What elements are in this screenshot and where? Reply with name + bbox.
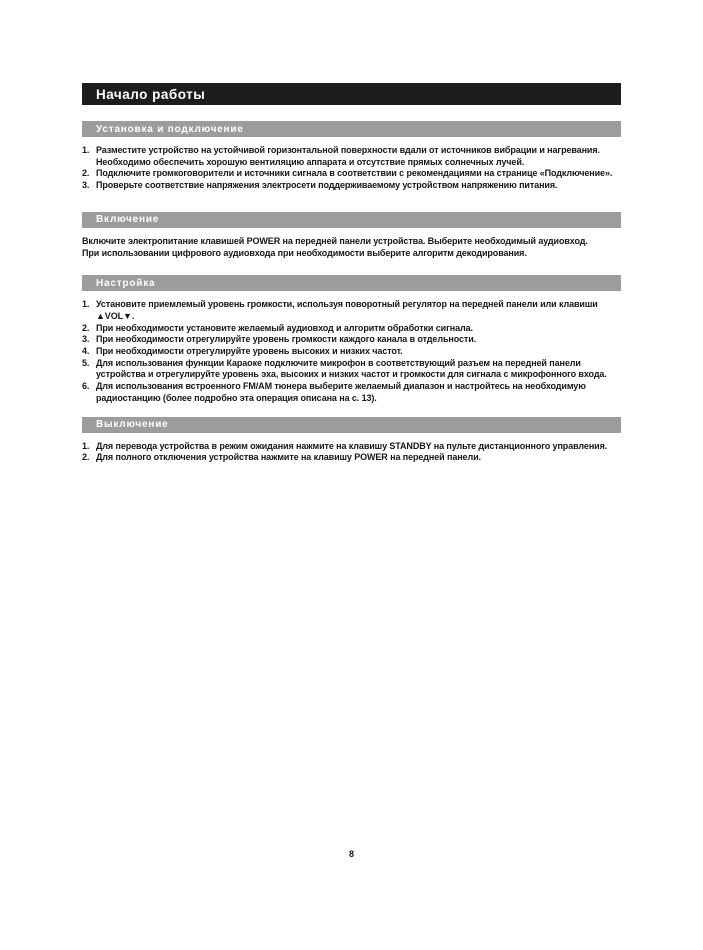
section-header-power-off	[82, 417, 621, 433]
list-item	[82, 358, 621, 381]
item-number: 3.	[82, 334, 90, 345]
item-number: 6.	[82, 381, 90, 392]
chapter-header-bar	[82, 83, 621, 105]
section-body	[82, 441, 621, 464]
item-text: Подключите громкоговорители и источники сигнала в соответствии с рекомендациями на странице «Подключение».	[96, 168, 613, 179]
list-item	[82, 299, 621, 322]
list-item	[82, 145, 621, 168]
section-power-on	[82, 212, 621, 259]
section-power-off	[82, 417, 621, 464]
section-title: Включение	[96, 214, 160, 226]
paragraph-line: Включите электропитание клавишей POWER на передней панели устройства. Выберите необходимый аудиовход.	[82, 235, 588, 246]
item-number: 5.	[82, 357, 90, 368]
item-text: Для полного отключения устройства нажмите на клавишу POWER на передней панели.	[96, 452, 481, 463]
item-text: При необходимости отрегулируйте уровень высоких и низких частот.	[96, 346, 403, 357]
item-text: При необходимости установите желаемый аудиовход и алгоритм обработки сигнала.	[96, 322, 473, 333]
list-item	[82, 168, 621, 180]
list-item	[82, 180, 621, 192]
item-text: Для использования встроенного FM/AM тюнера выберите желаемый диапазон и настройтесь на необходимую радиостанцию (более подробно эта операция описана на с. 13).	[96, 381, 586, 403]
item-number: 3.	[82, 180, 90, 191]
page-number: 8	[348, 849, 354, 859]
page-content	[82, 83, 621, 464]
item-number: 1.	[82, 440, 90, 451]
item-text: Для использования функции Караоке подключите микрофон в соответствующий разъем на передней панели устройства и отрегулируйте уровень эха, высоких и низких частот и громкости для сигнала с микрофонного входа.	[96, 357, 607, 380]
list-item	[82, 441, 621, 453]
item-number: 2.	[82, 452, 90, 463]
item-number: 2.	[82, 168, 90, 179]
section-body	[82, 299, 621, 404]
item-number: 4.	[82, 346, 90, 357]
list-item	[82, 346, 621, 358]
section-adjustment	[82, 275, 621, 404]
list-item	[82, 381, 621, 404]
list-item	[82, 334, 621, 346]
section-title: Настройка	[96, 277, 156, 289]
section-body	[82, 236, 621, 259]
chapter-title: Начало работы	[96, 86, 206, 102]
section-header-power-on	[82, 212, 621, 228]
item-text: При необходимости отрегулируйте уровень громкости каждого канала в отдельности.	[96, 334, 477, 345]
item-text: Установите приемлемый уровень громкости, используя поворотный регулятор на передней панели или клавиши ▲VOL▼.	[96, 299, 598, 321]
item-number: 1.	[82, 299, 90, 310]
section-title: Установка и подключение	[96, 123, 244, 135]
list-item	[82, 323, 621, 335]
section-body	[82, 145, 621, 192]
section-title: Выключение	[96, 419, 169, 431]
item-text: Проверьте соответствие напряжения электросети поддерживаемому устройством напряжению питания.	[96, 180, 558, 191]
item-text: Для перевода устройства в режим ожидания нажмите на клавишу STANDBY на пульте дистанционного управления.	[96, 440, 608, 451]
item-number: 2.	[82, 322, 90, 333]
section-header-setup	[82, 121, 621, 137]
item-text: Разместите устройство на устойчивой горизонтальной поверхности вдали от источников вибрации и нагревания. Необходимо обеспечить хорошую вентиляцию аппарата и отсутствие прямых солнечных лучей.	[96, 145, 600, 167]
item-number: 1.	[82, 145, 90, 155]
section-header-adjustment	[82, 275, 621, 291]
section-setup-and-connection	[82, 121, 621, 192]
list-item	[82, 452, 621, 464]
paragraph-line: При использовании цифрового аудиовхода при необходимости выберите алгоритм декодирования.	[82, 247, 527, 258]
